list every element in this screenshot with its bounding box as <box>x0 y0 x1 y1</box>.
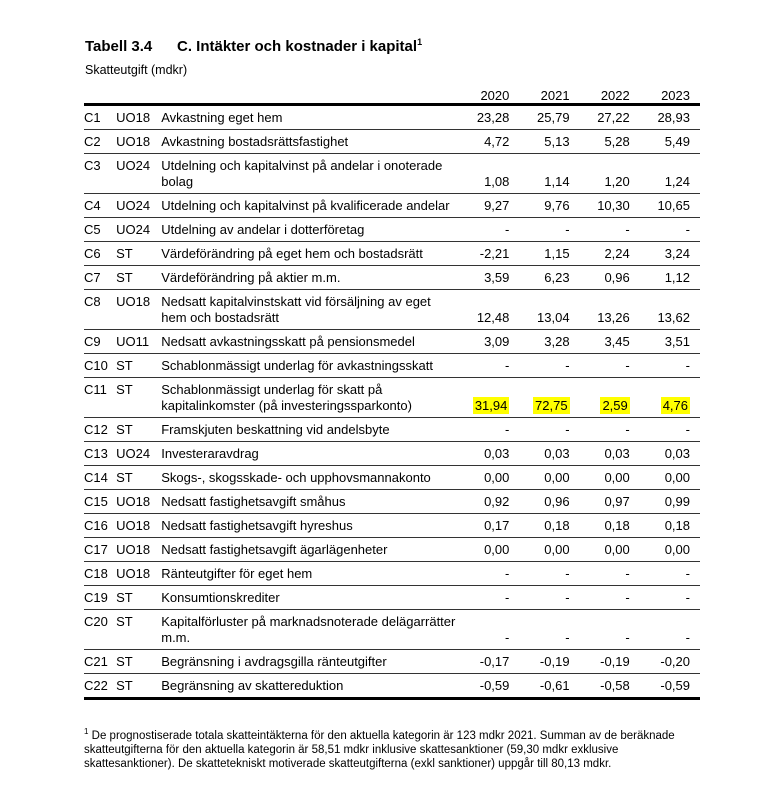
value-text: - <box>625 630 630 645</box>
row-value <box>459 674 519 699</box>
row-uo: ST <box>116 354 161 378</box>
value-text: 13,62 <box>657 310 690 325</box>
row-value <box>580 674 640 699</box>
footnote-text: De prognostiserade totala skatteintäkterna för den aktuella kategorin är 123 mdkr 2021. Summan av de beräknade skatteutgifterna för den aktuella kategorin är 58,51 mdkr inklusive skattesanktioner (59,30 mdkr exklusive skattesanktioner). De skattetekniskt motiverade skatteutgifterna (exkl sanktioner) uppgår till 80,13 mdkr. <box>84 730 675 770</box>
row-value <box>459 442 519 466</box>
value-text: 13,04 <box>537 310 570 325</box>
row-description: Nedsatt fastighetsavgift hyreshus <box>161 514 459 538</box>
value-text: - <box>505 358 510 373</box>
row-code: C6 <box>84 242 116 266</box>
value-text: 0,18 <box>664 518 690 533</box>
table-row <box>84 418 700 442</box>
value-text: - <box>505 630 510 645</box>
value-text: - <box>625 422 630 437</box>
row-value <box>580 354 640 378</box>
row-code: C3 <box>84 154 116 194</box>
value-text: - <box>505 422 510 437</box>
row-value <box>519 130 579 154</box>
row-value <box>640 586 700 610</box>
table-row <box>84 154 700 194</box>
value-text: 0,96 <box>604 270 630 285</box>
row-value <box>580 154 640 194</box>
row-value <box>519 330 579 354</box>
value-text: -0,17 <box>479 654 510 669</box>
table-row <box>84 586 700 610</box>
row-value <box>459 290 519 330</box>
row-value <box>519 490 579 514</box>
table-row <box>84 538 700 562</box>
row-description: Avkastning eget hem <box>161 105 459 130</box>
row-value <box>459 538 519 562</box>
row-value <box>640 490 700 514</box>
value-text: 3,24 <box>664 246 690 261</box>
row-value <box>580 610 640 650</box>
header-year: 2023 <box>640 85 700 105</box>
row-description: Begränsning av skattereduktion <box>161 674 459 699</box>
row-value <box>459 154 519 194</box>
value-text: 3,51 <box>664 334 690 349</box>
value-text: 0,97 <box>604 494 630 509</box>
row-description: Nedsatt avkastningsskatt på pensionsmedel <box>161 330 459 354</box>
row-value <box>459 610 519 650</box>
footnote <box>84 729 704 771</box>
row-value <box>459 330 519 354</box>
value-text: 0,00 <box>604 470 630 485</box>
row-description: Värdeförändring på eget hem och bostadsrätt <box>161 242 459 266</box>
table-row <box>84 290 700 330</box>
row-value <box>580 562 640 586</box>
value-text: 0,96 <box>544 494 570 509</box>
value-text: 0,00 <box>604 542 630 557</box>
value-text: 4,72 <box>484 134 510 149</box>
row-value <box>519 514 579 538</box>
row-code: C5 <box>84 218 116 242</box>
value-text: 0,18 <box>544 518 570 533</box>
row-value <box>519 466 579 490</box>
row-value <box>580 330 640 354</box>
row-value <box>640 354 700 378</box>
value-text: 9,76 <box>544 198 570 213</box>
value-text: 0,99 <box>664 494 690 509</box>
header-year: 2021 <box>519 85 579 105</box>
row-description: Schablonmässigt underlag för avkastningsskatt <box>161 354 459 378</box>
value-text: 3,45 <box>604 334 630 349</box>
row-value <box>459 490 519 514</box>
row-uo: ST <box>116 378 161 418</box>
row-value <box>580 105 640 130</box>
row-code: C9 <box>84 330 116 354</box>
value-text: 28,93 <box>657 110 690 125</box>
row-code: C18 <box>84 562 116 586</box>
table-row <box>84 194 700 218</box>
row-value <box>519 378 579 418</box>
row-description: Konsumtionskrediter <box>161 586 459 610</box>
header-year: 2020 <box>459 85 519 105</box>
value-text: - <box>505 566 510 581</box>
row-description: Begränsning i avdragsgilla ränteutgifter <box>161 650 459 674</box>
row-uo: UO24 <box>116 218 161 242</box>
row-uo: UO18 <box>116 130 161 154</box>
value-text: 25,79 <box>537 110 570 125</box>
row-value <box>459 378 519 418</box>
row-value <box>580 194 640 218</box>
value-text: 12,48 <box>476 310 510 325</box>
table-title-text: C. Intäkter och kostnader i kapital <box>177 38 418 55</box>
row-value <box>459 650 519 674</box>
table-row <box>84 266 700 290</box>
row-value <box>519 194 579 218</box>
value-text: - <box>685 358 690 373</box>
table-title <box>85 38 422 55</box>
row-value <box>519 586 579 610</box>
value-text: 0,00 <box>544 542 570 557</box>
row-code: C8 <box>84 290 116 330</box>
value-text: 3,09 <box>484 334 510 349</box>
row-value <box>580 650 640 674</box>
value-text: 6,23 <box>544 270 570 285</box>
row-value <box>459 418 519 442</box>
table-row <box>84 514 700 538</box>
value-text: 0,03 <box>484 446 510 461</box>
row-value <box>519 290 579 330</box>
value-text: 0,17 <box>484 518 510 533</box>
row-value <box>640 105 700 130</box>
row-value <box>459 586 519 610</box>
row-value <box>519 674 579 699</box>
row-code: C1 <box>84 105 116 130</box>
row-code: C12 <box>84 418 116 442</box>
row-value <box>459 105 519 130</box>
row-value <box>519 562 579 586</box>
row-code: C7 <box>84 266 116 290</box>
row-code: C11 <box>84 378 116 418</box>
highlighted-value: 31,94 <box>474 398 508 413</box>
value-text: 0,00 <box>664 542 690 557</box>
table-number: Tabell 3.4 <box>85 38 153 55</box>
row-description: Nedsatt fastighetsavgift ägarlägenheter <box>161 538 459 562</box>
value-text: - <box>625 358 630 373</box>
value-text: 0,03 <box>664 446 690 461</box>
value-text: -0,58 <box>600 678 630 693</box>
value-text: 0,00 <box>484 542 510 557</box>
row-value <box>580 586 640 610</box>
row-value <box>580 442 640 466</box>
row-value <box>519 218 579 242</box>
row-value <box>640 218 700 242</box>
row-uo: ST <box>116 266 161 290</box>
row-value <box>640 242 700 266</box>
row-uo: ST <box>116 674 161 699</box>
row-description: Ränteutgifter för eget hem <box>161 562 459 586</box>
row-value <box>640 130 700 154</box>
value-text: 13,26 <box>597 310 630 325</box>
value-text: -0,19 <box>539 654 570 669</box>
row-value <box>519 650 579 674</box>
value-text: 1,12 <box>664 270 690 285</box>
row-value <box>580 490 640 514</box>
highlighted-value: 72,75 <box>535 398 568 413</box>
row-description: Utdelning och kapitalvinst på kvalificerade andelar <box>161 194 459 218</box>
header-code <box>84 85 116 105</box>
value-text: - <box>505 590 510 605</box>
highlighted-value: 4,76 <box>662 398 688 413</box>
row-uo: UO18 <box>116 490 161 514</box>
value-text: - <box>685 630 690 645</box>
footnote-mark: 1 <box>84 727 89 737</box>
value-text: 10,30 <box>597 198 630 213</box>
value-text: -0,59 <box>479 678 510 693</box>
row-code: C2 <box>84 130 116 154</box>
row-value <box>459 466 519 490</box>
value-text: 2,24 <box>604 246 630 261</box>
value-text: 10,65 <box>657 198 690 213</box>
row-value <box>459 562 519 586</box>
row-description: Avkastning bostadsrättsfastighet <box>161 130 459 154</box>
table-row <box>84 674 700 699</box>
table-row <box>84 442 700 466</box>
row-uo: ST <box>116 466 161 490</box>
value-text: 5,13 <box>544 134 570 149</box>
row-uo: ST <box>116 586 161 610</box>
row-uo: UO24 <box>116 442 161 466</box>
row-uo: UO11 <box>116 330 161 354</box>
value-text: - <box>625 590 630 605</box>
row-code: C10 <box>84 354 116 378</box>
value-text: 1,15 <box>544 246 570 261</box>
row-uo: UO18 <box>116 105 161 130</box>
value-text: 9,27 <box>484 198 510 213</box>
table-row <box>84 378 700 418</box>
row-value <box>580 378 640 418</box>
row-value <box>580 538 640 562</box>
value-text: - <box>625 566 630 581</box>
row-code: C13 <box>84 442 116 466</box>
row-value <box>580 130 640 154</box>
row-description: Skogs-, skogsskade- och upphovsmannakonto <box>161 466 459 490</box>
row-uo: UO18 <box>116 538 161 562</box>
row-value <box>519 442 579 466</box>
value-text: 3,59 <box>484 270 510 285</box>
value-text: -0,61 <box>539 678 570 693</box>
row-uo: UO24 <box>116 194 161 218</box>
row-value <box>640 466 700 490</box>
table-row <box>84 562 700 586</box>
table-row <box>84 105 700 130</box>
tax-expenditure-table <box>84 85 700 700</box>
row-value <box>580 266 640 290</box>
row-value <box>580 418 640 442</box>
row-value <box>640 378 700 418</box>
value-text: 1,14 <box>544 174 570 189</box>
row-code: C17 <box>84 538 116 562</box>
row-value <box>459 218 519 242</box>
row-value <box>459 130 519 154</box>
row-code: C15 <box>84 490 116 514</box>
header-year: 2022 <box>580 85 640 105</box>
row-uo: UO24 <box>116 154 161 194</box>
row-value <box>640 514 700 538</box>
value-text: 23,28 <box>476 110 510 125</box>
row-description: Nedsatt kapitalvinstskatt vid försäljning av eget hem och bostadsrätt <box>161 290 459 330</box>
value-text: - <box>685 222 690 237</box>
row-code: C4 <box>84 194 116 218</box>
row-uo: UO18 <box>116 514 161 538</box>
row-value <box>640 194 700 218</box>
row-value <box>459 194 519 218</box>
row-description: Kapitalförluster på marknadsnoterade delägarrätter m.m. <box>161 610 459 650</box>
row-value <box>640 266 700 290</box>
row-value <box>640 154 700 194</box>
row-value <box>580 218 640 242</box>
row-value <box>519 266 579 290</box>
row-value <box>459 354 519 378</box>
row-description: Utdelning och kapitalvinst på andelar i onoterade bolag <box>161 154 459 194</box>
value-text: 0,00 <box>544 470 570 485</box>
row-value <box>519 154 579 194</box>
value-text: 0,00 <box>664 470 690 485</box>
row-value <box>640 442 700 466</box>
row-value <box>640 538 700 562</box>
value-text: - <box>685 590 690 605</box>
table-row <box>84 610 700 650</box>
row-code: C19 <box>84 586 116 610</box>
row-uo: ST <box>116 418 161 442</box>
value-text: 5,28 <box>604 134 630 149</box>
row-value <box>519 354 579 378</box>
table-row <box>84 490 700 514</box>
value-text: -2,21 <box>479 246 510 261</box>
value-text: - <box>565 358 570 373</box>
row-value <box>640 330 700 354</box>
row-value <box>519 105 579 130</box>
header-uo <box>116 85 161 105</box>
row-value <box>519 538 579 562</box>
table-row <box>84 354 700 378</box>
row-description: Investeraravdrag <box>161 442 459 466</box>
row-code: C16 <box>84 514 116 538</box>
value-text: -0,20 <box>660 654 690 669</box>
row-value <box>519 610 579 650</box>
value-text: 27,22 <box>597 110 630 125</box>
row-value <box>519 418 579 442</box>
value-text: - <box>565 422 570 437</box>
table-row <box>84 130 700 154</box>
value-text: -0,19 <box>600 654 630 669</box>
row-value <box>640 418 700 442</box>
row-description: Utdelning av andelar i dotterföretag <box>161 218 459 242</box>
row-uo: ST <box>116 242 161 266</box>
value-text: -0,59 <box>660 678 690 693</box>
value-text: - <box>505 222 510 237</box>
table-row <box>84 650 700 674</box>
table-row <box>84 242 700 266</box>
row-value <box>580 290 640 330</box>
row-value <box>519 242 579 266</box>
highlighted-value: 2,59 <box>602 398 628 413</box>
table-row <box>84 330 700 354</box>
value-text: 0,03 <box>604 446 630 461</box>
row-uo: ST <box>116 610 161 650</box>
value-text: - <box>565 566 570 581</box>
row-code: C21 <box>84 650 116 674</box>
value-text: 1,24 <box>664 174 690 189</box>
row-value <box>580 514 640 538</box>
value-text: - <box>685 422 690 437</box>
row-value <box>640 562 700 586</box>
row-value <box>459 514 519 538</box>
row-value <box>640 650 700 674</box>
table-row <box>84 466 700 490</box>
row-description: Framskjuten beskattning vid andelsbyte <box>161 418 459 442</box>
header-row <box>84 85 700 105</box>
value-text: - <box>565 222 570 237</box>
value-text: 0,18 <box>604 518 630 533</box>
row-value <box>640 674 700 699</box>
table-row <box>84 218 700 242</box>
value-text: 0,03 <box>544 446 570 461</box>
row-code: C22 <box>84 674 116 699</box>
row-description: Nedsatt fastighetsavgift småhus <box>161 490 459 514</box>
row-value <box>640 610 700 650</box>
value-text: 3,28 <box>544 334 570 349</box>
row-description: Värdeförändring på aktier m.m. <box>161 266 459 290</box>
row-value <box>580 466 640 490</box>
value-text: 0,00 <box>484 470 510 485</box>
row-value <box>640 290 700 330</box>
value-text: 5,49 <box>664 134 690 149</box>
row-code: C20 <box>84 610 116 650</box>
title-footnote-mark: 1 <box>417 37 423 47</box>
value-text: 0,92 <box>484 494 510 509</box>
row-code: C14 <box>84 466 116 490</box>
row-value <box>580 242 640 266</box>
table-subtitle: Skatteutgift (mdkr) <box>85 63 188 77</box>
row-value <box>459 242 519 266</box>
row-uo: ST <box>116 650 161 674</box>
header-desc <box>161 85 459 105</box>
value-text: - <box>565 630 570 645</box>
row-description: Schablonmässigt underlag för skatt på kapitalinkomster (på investeringssparkonto) <box>161 378 459 418</box>
value-text: 1,08 <box>484 174 510 189</box>
row-uo: UO18 <box>116 562 161 586</box>
value-text: - <box>685 566 690 581</box>
value-text: - <box>565 590 570 605</box>
value-text: - <box>625 222 630 237</box>
row-uo: UO18 <box>116 290 161 330</box>
value-text: 1,20 <box>604 174 630 189</box>
row-value <box>459 266 519 290</box>
